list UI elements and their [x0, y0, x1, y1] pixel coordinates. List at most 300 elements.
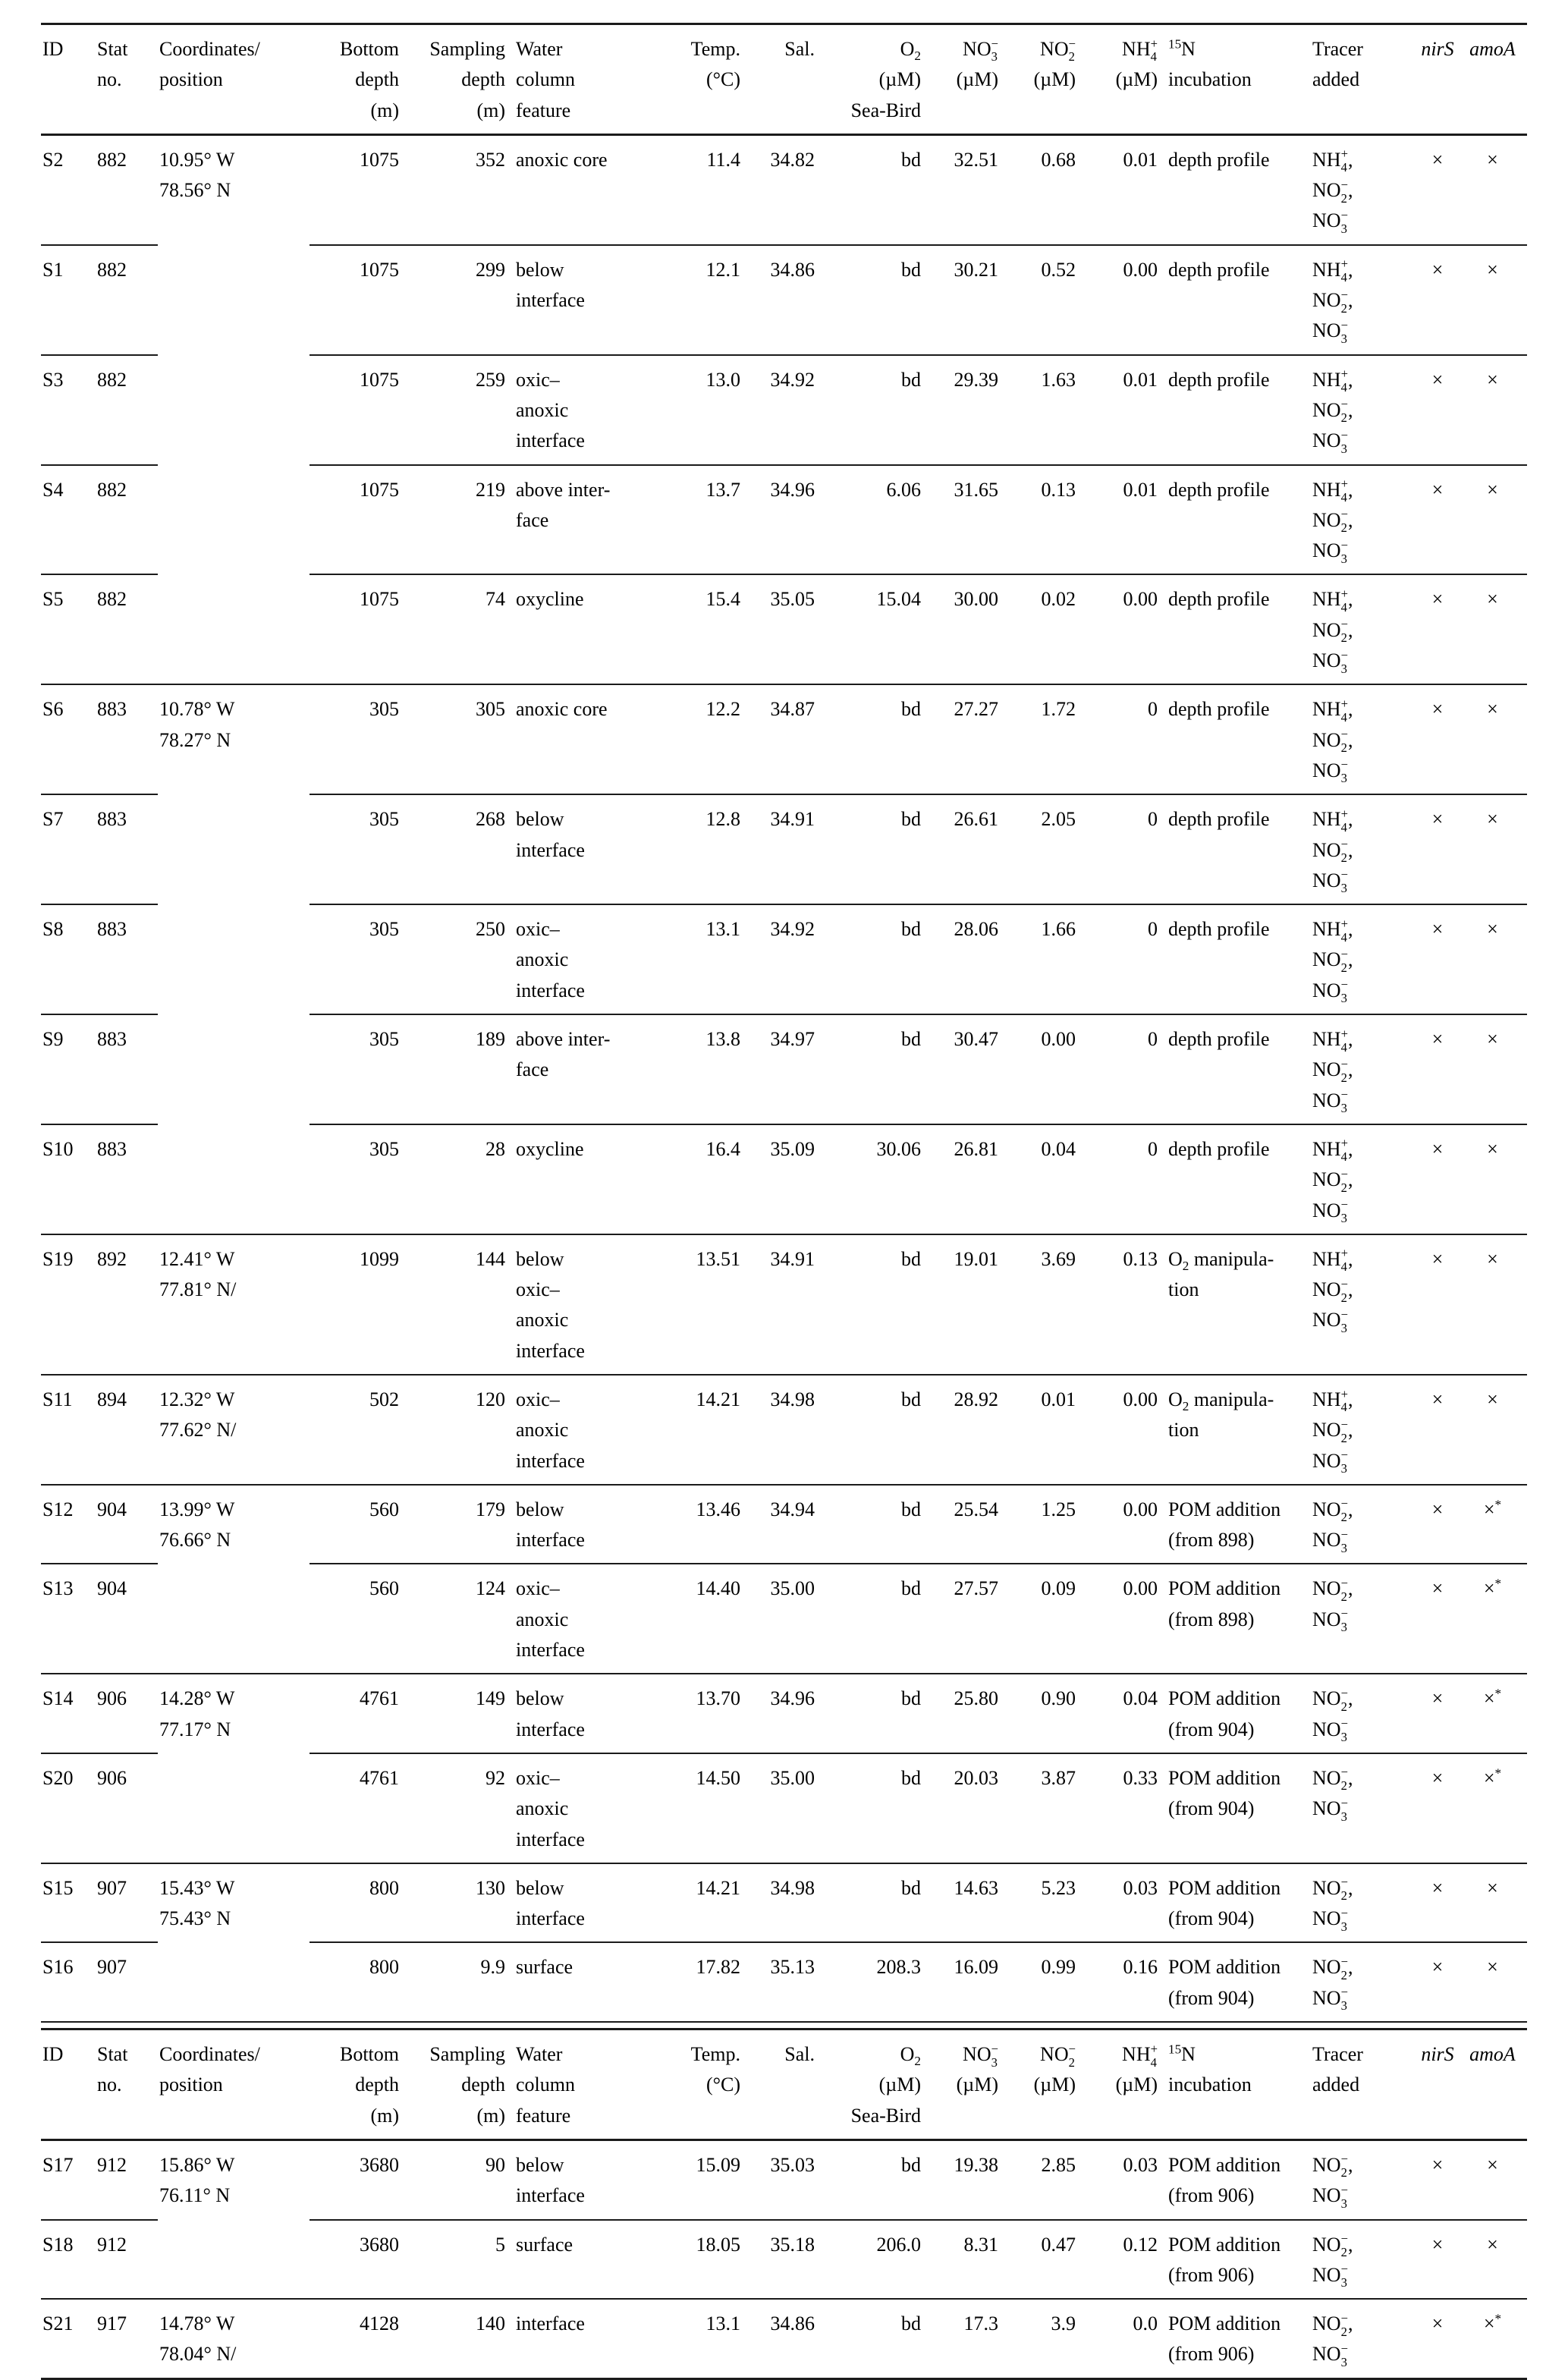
cell-incubation: depth profile [1167, 355, 1311, 465]
cell-feature: oxic– anoxic interface [514, 1564, 670, 1674]
cell-temp: 15.09 [696, 2153, 740, 2176]
cell-nh4: 0 [1085, 684, 1167, 794]
cell-sampling: 90 [485, 2153, 505, 2176]
cell-nh4: 0.0 [1085, 2299, 1167, 2378]
cell-amoa: × [1487, 2153, 1498, 2176]
cell-no2: 2.85 [1041, 2153, 1076, 2176]
cell-o2: 206.0 [824, 2220, 930, 2300]
column-header-sampling: Sampling depth (m) [408, 24, 514, 135]
cell-nirs: × [1417, 245, 1466, 355]
cell-amoa: × [1466, 1124, 1527, 1234]
cell-id: S11 [41, 1375, 96, 1485]
cell-id: S21 [41, 2299, 96, 2378]
cell-temp: 13.8 [670, 1014, 749, 1124]
cell-nirs: × [1417, 355, 1466, 465]
cell-tracer: NH + 4 , NO − 2 , NO − 3 [1311, 1014, 1417, 1124]
cell-tracer: NH + 4 , NO − 2 , NO − 3 [1311, 355, 1417, 465]
column-header-incubation: $^{15}$N incubation [1167, 2029, 1311, 2140]
cell-no2: 5.23 [1007, 1863, 1085, 1943]
cell-coords: 15.43° W 75.43° N [158, 1863, 310, 1943]
cell-sal: 35.03 [770, 2153, 815, 2176]
cell-nh4: 0.12 [1085, 2220, 1167, 2300]
table-row [41, 465, 1527, 575]
cell-stat: 882 [97, 148, 127, 171]
cell-sal: 34.97 [749, 1014, 824, 1124]
cell-tracer: NH + 4 , NO − 2 , NO − 3 [1311, 245, 1417, 355]
cell-stat: 904 [96, 1485, 158, 1564]
cell-id: S13 [41, 1564, 96, 1674]
cell-bottom: 4761 [310, 1753, 408, 1863]
cell-coords: 10.95° W 78.56° N [159, 148, 235, 202]
cell-tracer: NH + 4 , NO − 2 , NO − 3 [1311, 794, 1417, 904]
column-header-temp: Temp. (°C) [670, 2029, 749, 2140]
cell-nirs: × [1417, 794, 1466, 904]
cell-sal: 34.94 [749, 1485, 824, 1564]
cell-nirs: × [1417, 1014, 1466, 1124]
cell-amoa: × [1466, 1942, 1527, 2022]
cell-feature: anoxic core [514, 684, 670, 794]
cell-sal: 35.18 [749, 2220, 824, 2300]
column-header-incubation: $^{15}$N incubation [1167, 24, 1311, 135]
cell-bottom: 3680 [360, 2153, 399, 2176]
cell-stat: 907 [96, 1942, 158, 2022]
cell-id: S1 [41, 245, 96, 355]
cell-tracer: NO − 2 , NO − 3 [1312, 2152, 1353, 2211]
cell-temp: 13.7 [670, 465, 749, 575]
cell-incubation: depth profile [1167, 1124, 1311, 1234]
cell-tracer: NO − 2 , NO − 3 [1311, 1485, 1417, 1564]
cell-amoa: × [1466, 794, 1527, 904]
cell-amoa: ×* [1466, 2299, 1527, 2378]
cell-no3: 27.57 [930, 1564, 1007, 1674]
cell-no3: 8.31 [930, 2220, 1007, 2300]
table-row [41, 2220, 1527, 2300]
cell-sampling: 179 [408, 1485, 514, 1564]
cell-feature: interface [514, 2299, 670, 2378]
cell-sampling: 74 [408, 574, 514, 684]
cell-stat: 882 [96, 355, 158, 465]
cell-feature: below interface [516, 2153, 585, 2207]
cell-o2: bd [824, 794, 930, 904]
table-row [41, 1485, 1527, 1564]
cell-nirs: × [1431, 2153, 1444, 2176]
cell-sal: 34.86 [749, 2299, 824, 2378]
cell-tracer: NH + 4 , NO − 2 , NO − 3 [1312, 146, 1353, 236]
cell-coords [158, 1564, 310, 1674]
cell-bottom: 560 [310, 1485, 408, 1564]
cell-incubation: depth profile [1167, 684, 1311, 794]
cell-feature: below interface [514, 1863, 670, 1943]
cell-o2: bd [901, 148, 921, 171]
cell-incubation: POM addition (from 904) [1167, 1753, 1311, 1863]
cell-temp: 12.1 [670, 245, 749, 355]
cell-bottom: 305 [310, 1124, 408, 1234]
cell-feature: oxic– anoxic interface [514, 1375, 670, 1485]
cell-incubation: POM addition (from 906) [1168, 2153, 1281, 2207]
cell-sal: 34.92 [749, 355, 824, 465]
cell-feature: above inter- face [514, 465, 670, 575]
cell-sal: 34.92 [749, 904, 824, 1014]
cell-sampling: 189 [408, 1014, 514, 1124]
cell-amoa: × [1466, 684, 1527, 794]
column-header-no3: NO − 3 (µM) [930, 2029, 1007, 2140]
cell-stat: 882 [96, 245, 158, 355]
cell-no3: 26.61 [930, 794, 1007, 904]
cell-stat: 907 [96, 1863, 158, 1943]
cell-no2: 1.63 [1007, 355, 1085, 465]
cell-nh4: 0.00 [1085, 1564, 1167, 1674]
cell-o2: 6.06 [824, 465, 930, 575]
cell-tracer: NH + 4 , NO − 2 , NO − 3 [1311, 904, 1417, 1014]
cell-nirs: × [1417, 904, 1466, 1014]
cell-feature: oxycline [514, 574, 670, 684]
cell-feature: oxic– anoxic interface [514, 904, 670, 1014]
cell-sal: 34.98 [749, 1863, 824, 1943]
cell-nh4: 0.01 [1085, 355, 1167, 465]
cell-sal: 34.98 [749, 1375, 824, 1485]
column-header-sampling: Sampling depth (m) [408, 2029, 514, 2140]
cell-feature: oxic– anoxic interface [514, 1753, 670, 1863]
cell-tracer: NO − 2 , NO − 3 [1311, 2220, 1417, 2300]
column-header-stat: Stat no. [96, 24, 158, 135]
cell-id: S6 [41, 684, 96, 794]
cell-stat: 883 [96, 1014, 158, 1124]
cell-o2: bd [824, 1234, 930, 1375]
cell-stat: 882 [96, 574, 158, 684]
table-section-1 [41, 23, 1527, 2023]
cell-incubation: $O_2$ manipula- tion [1167, 1375, 1311, 1485]
cell-temp: 11.4 [706, 148, 740, 171]
cell-no2: 0.02 [1007, 574, 1085, 684]
cell-bottom: 4761 [310, 1674, 408, 1753]
cell-coords: 15.86° W 76.11° N [159, 2153, 235, 2207]
cell-coords [158, 465, 310, 575]
cell-sampling: 120 [408, 1375, 514, 1485]
cell-stat: 883 [96, 1124, 158, 1234]
cell-sal: 34.87 [749, 684, 824, 794]
column-header-amoa: amoA [1466, 2029, 1527, 2140]
cell-o2: bd [824, 1674, 930, 1753]
column-header-no2: NO − 2 (µM) [1007, 2029, 1085, 2140]
column-header-bottom: Bottom depth (m) [310, 2029, 408, 2140]
cell-nirs: × [1431, 148, 1444, 171]
cell-incubation: POM addition (from 906) [1167, 2299, 1311, 2378]
cell-o2: bd [824, 1564, 930, 1674]
cell-incubation: depth profile [1167, 574, 1311, 684]
cell-id: S20 [41, 1753, 96, 1863]
cell-id: S15 [41, 1863, 96, 1943]
cell-temp: 17.82 [670, 1942, 749, 2022]
cell-sampling: 130 [408, 1863, 514, 1943]
cell-amoa: ×* [1466, 1485, 1527, 1564]
cell-no2: 2.05 [1007, 794, 1085, 904]
cell-no3: 16.09 [930, 1942, 1007, 2022]
cell-o2: 15.04 [824, 574, 930, 684]
cell-bottom: 1075 [310, 355, 408, 465]
table-row [41, 1753, 1527, 1863]
cell-sal: 34.96 [749, 465, 824, 575]
column-header-no3: NO − 3 (µM) [930, 24, 1007, 135]
cell-sampling: 5 [408, 2220, 514, 2300]
cell-amoa: ×* [1466, 1564, 1527, 1674]
cell-nirs: × [1417, 1234, 1466, 1375]
cell-feature: below interface [514, 1674, 670, 1753]
cell-sal: 35.00 [749, 1753, 824, 1863]
cell-coords [158, 355, 310, 465]
cell-no3: 26.81 [930, 1124, 1007, 1234]
cell-temp: 13.0 [670, 355, 749, 465]
cell-no3: 14.63 [930, 1863, 1007, 1943]
cell-id: S3 [41, 355, 96, 465]
cell-no3: 19.38 [954, 2153, 998, 2176]
cell-nirs: × [1417, 2299, 1466, 2378]
cell-no2: 0.52 [1007, 245, 1085, 355]
cell-no2: 1.25 [1007, 1485, 1085, 1564]
table-row [41, 1942, 1527, 2022]
column-header-nirs: nirS [1417, 2029, 1466, 2140]
cell-no2: 0.09 [1007, 1564, 1085, 1674]
cell-no3: 31.65 [930, 465, 1007, 575]
cell-no3: 29.39 [930, 355, 1007, 465]
cell-bottom: 305 [310, 1014, 408, 1124]
cell-o2: bd [824, 1485, 930, 1564]
cell-stat: 912 [97, 2153, 127, 2176]
cell-coords [158, 1014, 310, 1124]
table-row [41, 1124, 1527, 1234]
cell-feature: oxic– anoxic interface [514, 355, 670, 465]
cell-stat: 892 [96, 1234, 158, 1375]
cell-no3: 30.47 [930, 1014, 1007, 1124]
cell-tracer: NO − 2 , NO − 3 [1311, 1564, 1417, 1674]
cell-coords: 14.78° W 78.04° N/ [158, 2299, 310, 2378]
cell-id: S18 [41, 2220, 96, 2300]
table-row [41, 904, 1527, 1014]
cell-no2: 0.00 [1007, 1014, 1085, 1124]
table-row [41, 134, 1527, 244]
table-row [41, 2299, 1527, 2378]
cell-nirs: × [1417, 1753, 1466, 1863]
cell-feature: oxycline [514, 1124, 670, 1234]
cell-nh4: 0 [1085, 1124, 1167, 1234]
cell-o2: bd [824, 904, 930, 1014]
cell-no3: 19.01 [930, 1234, 1007, 1375]
cell-no2: 0.13 [1007, 465, 1085, 575]
cell-sal: 34.82 [770, 148, 815, 171]
cell-no2: 3.87 [1007, 1753, 1085, 1863]
cell-coords: 13.99° W 76.66° N [158, 1485, 310, 1564]
cell-amoa: × [1466, 465, 1527, 575]
cell-nirs: × [1417, 1124, 1466, 1234]
cell-incubation: POM addition (from 904) [1167, 1674, 1311, 1753]
cell-temp: 13.1 [670, 2299, 749, 2378]
cell-temp: 14.21 [670, 1863, 749, 1943]
cell-nh4: 0.01 [1123, 148, 1158, 171]
cell-nh4: 0.00 [1085, 1485, 1167, 1564]
cell-id: S19 [41, 1234, 96, 1375]
cell-nh4: 0.13 [1085, 1234, 1167, 1375]
station-data-table [41, 23, 1527, 2380]
table-row [41, 2139, 1527, 2219]
cell-id: S12 [41, 1485, 96, 1564]
column-header-o2: $O_2$ (µM) Sea-Bird [824, 24, 930, 135]
cell-feature: surface [514, 2220, 670, 2300]
column-header-coords: Coordinates/ position [158, 2029, 310, 2140]
cell-temp: 12.8 [670, 794, 749, 904]
cell-amoa: ×* [1466, 1674, 1527, 1753]
cell-bottom: 305 [310, 904, 408, 1014]
cell-temp: 13.1 [670, 904, 749, 1014]
cell-feature: below interface [514, 794, 670, 904]
cell-incubation: POM addition (from 906) [1167, 2220, 1311, 2300]
table-row [41, 1564, 1527, 1674]
cell-stat: 917 [96, 2299, 158, 2378]
cell-amoa: × [1466, 2220, 1527, 2300]
cell-id: S9 [41, 1014, 96, 1124]
cell-temp: 13.51 [670, 1234, 749, 1375]
cell-coords [158, 1124, 310, 1234]
cell-id: S4 [41, 465, 96, 575]
cell-incubation: depth profile [1167, 465, 1311, 575]
cell-no3: 32.51 [954, 148, 998, 171]
cell-nirs: × [1417, 2220, 1466, 2300]
cell-nirs: × [1417, 1674, 1466, 1753]
table-row [41, 1674, 1527, 1753]
cell-no3: 28.06 [930, 904, 1007, 1014]
cell-nirs: × [1417, 684, 1466, 794]
cell-bottom: 4128 [310, 2299, 408, 2378]
cell-nh4: 0 [1085, 1014, 1167, 1124]
cell-incubation: depth profile [1167, 245, 1311, 355]
column-header-temp: Temp. (°C) [670, 24, 749, 135]
cell-stat: 883 [96, 904, 158, 1014]
cell-stat: 912 [96, 2220, 158, 2300]
cell-incubation: POM addition (from 898) [1167, 1564, 1311, 1674]
cell-o2: bd [824, 1375, 930, 1485]
cell-feature: surface [514, 1942, 670, 2022]
cell-temp: 15.4 [670, 574, 749, 684]
cell-coords: 10.78° W 78.27° N [158, 684, 310, 794]
cell-nh4: 0.01 [1085, 465, 1167, 575]
cell-temp: 18.05 [670, 2220, 749, 2300]
cell-id: S10 [41, 1124, 96, 1234]
table-row [41, 1375, 1527, 1485]
column-header-nh4: NH + 4 (µM) [1085, 2029, 1167, 2140]
cell-temp: 14.40 [670, 1564, 749, 1674]
table-row [41, 794, 1527, 904]
cell-no2: 0.99 [1007, 1942, 1085, 2022]
cell-id: S14 [41, 1674, 96, 1753]
cell-amoa: × [1466, 355, 1527, 465]
cell-coords [158, 245, 310, 355]
cell-no3: 30.21 [930, 245, 1007, 355]
cell-o2: bd [824, 355, 930, 465]
table-row [41, 355, 1527, 465]
column-header-feature: Water column feature [514, 24, 670, 135]
cell-nirs: × [1417, 574, 1466, 684]
cell-coords [158, 2220, 310, 2300]
cell-nh4: 0.16 [1085, 1942, 1167, 2022]
column-header-nirs: nirS [1417, 24, 1466, 135]
cell-nirs: × [1417, 1485, 1466, 1564]
cell-sampling: 149 [408, 1674, 514, 1753]
cell-no2: 3.9 [1007, 2299, 1085, 2378]
cell-no2: 0.68 [1041, 148, 1076, 171]
cell-feature: below oxic– anoxic interface [514, 1234, 670, 1375]
cell-amoa: × [1466, 1234, 1527, 1375]
cell-coords [158, 1942, 310, 2022]
cell-no2: 3.69 [1007, 1234, 1085, 1375]
cell-sampling: 352 [476, 148, 505, 171]
cell-sampling: 250 [408, 904, 514, 1014]
cell-coords [158, 574, 310, 684]
cell-bottom: 3680 [310, 2220, 408, 2300]
cell-sampling: 92 [408, 1753, 514, 1863]
cell-no3: 28.92 [930, 1375, 1007, 1485]
cell-nirs: × [1417, 465, 1466, 575]
cell-sal: 35.13 [749, 1942, 824, 2022]
cell-feature: below interface [514, 245, 670, 355]
cell-nh4: 0 [1085, 794, 1167, 904]
cell-nh4: 0.00 [1085, 245, 1167, 355]
cell-bottom: 305 [310, 794, 408, 904]
cell-no2: 1.72 [1007, 684, 1085, 794]
cell-o2: bd [824, 245, 930, 355]
cell-amoa: × [1466, 904, 1527, 1014]
cell-nh4: 0.33 [1085, 1753, 1167, 1863]
cell-no2: 0.47 [1007, 2220, 1085, 2300]
column-header-bottom: Bottom depth (m) [310, 24, 408, 135]
cell-bottom: 560 [310, 1564, 408, 1674]
cell-no3: 20.03 [930, 1753, 1007, 1863]
cell-no2: 0.01 [1007, 1375, 1085, 1485]
cell-incubation: depth profile [1167, 794, 1311, 904]
cell-nirs: × [1417, 1375, 1466, 1485]
column-header-sal: Sal. [749, 24, 824, 135]
cell-coords: 12.32° W 77.62° N/ [158, 1375, 310, 1485]
cell-coords: 14.28° W 77.17° N [158, 1674, 310, 1753]
cell-no2: 1.66 [1007, 904, 1085, 1014]
cell-sampling: 259 [408, 355, 514, 465]
cell-coords [158, 794, 310, 904]
cell-bottom: 800 [310, 1863, 408, 1943]
cell-no2: 0.90 [1007, 1674, 1085, 1753]
cell-amoa: ×* [1466, 1753, 1527, 1863]
cell-coords [158, 904, 310, 1014]
cell-bottom: 1075 [310, 465, 408, 575]
cell-bottom: 800 [310, 1942, 408, 2022]
cell-sampling: 268 [408, 794, 514, 904]
cell-nh4: 0.00 [1085, 1375, 1167, 1485]
cell-nh4: 0.04 [1085, 1674, 1167, 1753]
cell-stat: 882 [96, 465, 158, 575]
cell-bottom: 502 [310, 1375, 408, 1485]
cell-stat: 904 [96, 1564, 158, 1674]
cell-amoa: × [1487, 148, 1498, 171]
cell-sal: 34.96 [749, 1674, 824, 1753]
cell-tracer: NH + 4 , NO − 2 , NO − 3 [1311, 1234, 1417, 1375]
cell-amoa: × [1466, 1014, 1527, 1124]
cell-incubation: POM addition (from 904) [1167, 1863, 1311, 1943]
cell-feature: below interface [514, 1485, 670, 1564]
cell-o2: bd [824, 2299, 930, 2378]
cell-bottom: 1075 [310, 245, 408, 355]
cell-o2: bd [824, 1014, 930, 1124]
cell-o2: bd [824, 1753, 930, 1863]
cell-sal: 34.86 [749, 245, 824, 355]
cell-id: S2 [42, 148, 64, 171]
column-header-coords: Coordinates/ position [158, 24, 310, 135]
cell-incubation: depth profile [1168, 148, 1270, 171]
